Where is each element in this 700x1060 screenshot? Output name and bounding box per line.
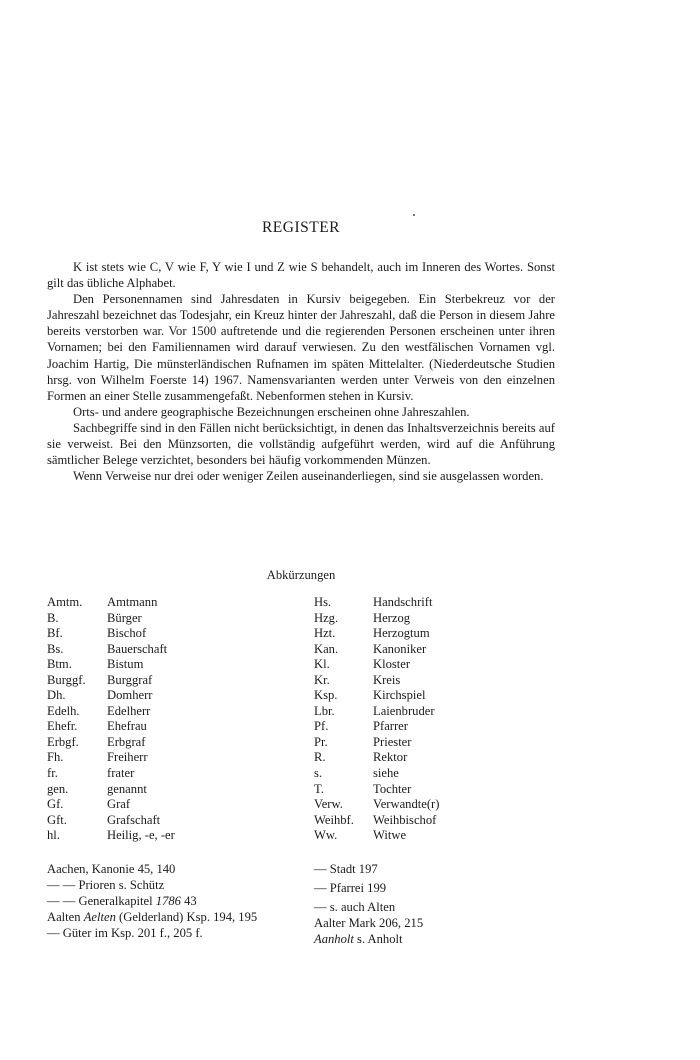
abbreviation-meaning: Erbgraf	[107, 734, 146, 749]
abbreviation-row	[47, 642, 175, 658]
abbreviation-row	[47, 611, 175, 627]
register-entry: — Pfarrei 199	[314, 881, 387, 896]
abbreviation-row	[314, 750, 439, 766]
abbreviation-row	[47, 735, 175, 751]
abbreviation-meaning: Kanoniker	[373, 641, 427, 656]
abbreviation-meaning: Heilig, -e, -er	[107, 828, 175, 843]
abbreviation-row	[47, 673, 175, 689]
abbreviation: Hzt.	[314, 626, 336, 641]
abbreviation: Erbgf.	[47, 734, 79, 749]
intro-paragraph: Orts- und andere geographische Bezeichnungen erscheinen ohne Jahreszahlen.	[73, 404, 470, 419]
register-entry: — Güter im Ksp. 201 f., 205 f.	[47, 926, 203, 941]
entry-text: (Gelderland) Ksp. 194, 195	[115, 910, 258, 925]
register-entry: — s. auch Alten	[314, 900, 396, 915]
abbreviation-row	[314, 813, 439, 829]
abbreviation: Ehefr.	[47, 719, 78, 734]
abbreviation-meaning: Laienbruder	[373, 703, 435, 718]
abbreviation-row	[314, 642, 439, 658]
abbreviation-row	[314, 828, 439, 844]
abbreviation-row	[47, 766, 175, 782]
abbreviation: Ksp.	[314, 688, 338, 703]
abbreviation: Ww.	[314, 828, 338, 843]
register-entry: Aalter Mark 206, 215	[314, 916, 424, 931]
abbreviations-heading: Abkürzungen	[266, 568, 336, 582]
abbreviation: Pf.	[314, 719, 329, 734]
abbreviation-row	[314, 797, 439, 813]
abbreviation-row	[47, 688, 175, 704]
abbreviation: Verw.	[314, 797, 343, 812]
abbreviation: Pr.	[314, 734, 328, 749]
abbreviation: Lbr.	[314, 703, 335, 718]
abbreviation-meaning: Freiherr	[107, 750, 148, 765]
entry-italic-variant: Aanholt	[314, 932, 354, 947]
abbreviation: Kr.	[314, 672, 330, 687]
entry-text: Aalten	[47, 910, 84, 925]
abbreviation-meaning: Graf	[107, 797, 131, 812]
print-speck	[413, 214, 415, 216]
abbreviation-row	[47, 719, 175, 735]
abbreviation-meaning: Handschrift	[373, 595, 433, 609]
abbreviation-meaning: Kloster	[373, 657, 411, 672]
abbreviation-meaning: Bürger	[107, 610, 142, 625]
abbreviation: fr.	[47, 766, 58, 781]
abbreviation-row	[314, 595, 439, 611]
abbreviation: Btm.	[47, 657, 72, 672]
register-entry: — Stadt 197	[314, 862, 378, 876]
register-entry	[47, 909, 289, 925]
abbreviation: Bs.	[47, 641, 64, 656]
register-entry	[47, 893, 289, 909]
abbreviation: Fh.	[47, 750, 64, 765]
abbreviation-row	[314, 626, 439, 642]
abbreviation-meaning: Kreis	[373, 672, 401, 687]
intro-paragraph: Wenn Verweise nur drei oder weniger Zeilen auseinanderliegen, sind sie ausgelassen worden.	[73, 469, 544, 484]
abbreviation-meaning: Amtmann	[107, 595, 158, 609]
abbreviation: Hs.	[314, 595, 332, 609]
abbreviation-meaning: Witwe	[373, 828, 407, 843]
abbreviation-row	[314, 782, 439, 798]
abbreviation-meaning: Verwandte(r)	[373, 797, 440, 812]
abbreviation-row	[314, 657, 439, 673]
abbreviation-meaning: Kirchspiel	[373, 688, 426, 703]
abbreviation-meaning: Rektor	[373, 750, 408, 765]
abbreviation: Weihbf.	[314, 812, 354, 827]
abbreviation-row	[47, 828, 175, 844]
intro-paragraph: Den Personennamen sind Jahresdaten in Kursiv beigegeben. Ein Sterbekreuz vor der Jahreszahl bezeichnet das Todesjahr, ein Kreuz hinter der Jahreszahl, daß die Person in diesem Jahre bereits verstorben war. Vor 1500 auftretende und die regierenden Personen erscheinen unter ihren Vornamen; bei den Familiennamen wird darauf verwiesen. Zu den westfälischen Vornamen vgl. Joachim Hartig, Die münsterländischen Rufnamen im späten Mittelalter. (Niederdeutsche Studien hrsg. von Wilhelm Foerste 14) 1967. Namensvarianten werden unter Verweis von den einzelnen Formen an einer Stelle zusammengefaßt. Nebenformen stehen in Kursiv.	[47, 292, 555, 403]
abbreviation: Kl.	[314, 657, 330, 672]
register-entry: Aachen, Kanonie 45, 140	[47, 862, 176, 876]
abbreviation-row	[47, 797, 175, 813]
abbreviation-row	[314, 766, 439, 782]
abbreviation-meaning: Bistum	[107, 657, 144, 672]
abbreviation-row	[47, 704, 175, 720]
abbreviation-meaning: Tochter	[373, 781, 412, 796]
entry-italic-variant: Aelten	[83, 910, 116, 925]
abbreviation-meaning: Edelherr	[107, 703, 151, 718]
abbreviation-meaning: Bischof	[107, 626, 147, 641]
abbreviation-meaning: Domherr	[107, 688, 153, 703]
abbreviation-row	[47, 813, 175, 829]
abbreviations-left-column	[47, 595, 175, 844]
abbreviation-row	[47, 782, 175, 798]
abbreviation-meaning: Burggraf	[107, 672, 153, 687]
register-entry	[314, 931, 555, 947]
abbreviation-row	[47, 750, 175, 766]
abbreviations-right-column	[314, 595, 439, 844]
abbreviation-row	[47, 626, 175, 642]
abbreviation: Edelh.	[47, 703, 80, 718]
abbreviation: T.	[314, 781, 324, 796]
abbreviation-row	[314, 719, 439, 735]
abbreviation: Gft.	[47, 812, 67, 827]
abbreviation: Dh.	[47, 688, 66, 703]
register-right-column	[314, 861, 555, 947]
abbreviation-meaning: Ehefrau	[107, 719, 147, 734]
abbreviation-row	[314, 735, 439, 751]
abbreviation: gen.	[47, 781, 69, 796]
register-left-column	[47, 861, 289, 941]
abbreviation: s.	[314, 766, 323, 781]
register-entry: — — Prioren s. Schütz	[47, 878, 165, 893]
abbreviation-meaning: Weihbischof	[373, 812, 437, 827]
entry-text: — — Generalkapitel	[47, 894, 156, 909]
abbreviation-row	[314, 688, 439, 704]
abbreviation-meaning: Pfarrer	[373, 719, 408, 734]
abbreviation-meaning: Grafschaft	[107, 812, 161, 827]
abbreviation-meaning: Priester	[373, 734, 412, 749]
abbreviation: Gf.	[47, 797, 64, 812]
abbreviation: Kan.	[314, 641, 339, 656]
abbreviation-row	[47, 657, 175, 673]
abbreviation-row	[314, 673, 439, 689]
intro-text	[47, 259, 555, 484]
abbreviation-row	[47, 595, 175, 611]
entry-text: 43	[180, 894, 197, 909]
abbreviation-meaning: siehe	[373, 766, 399, 781]
abbreviation: Burggf.	[47, 672, 86, 687]
abbreviation-meaning: frater	[107, 766, 135, 781]
entry-italic-year: 1786	[155, 894, 181, 909]
page-title: REGISTER	[261, 219, 341, 236]
intro-paragraph: K ist stets wie C, V wie F, Y wie I und Z wie S behandelt, auch im Inneren des Wortes. Sonst gilt das übliche Alphabet.	[47, 260, 555, 291]
abbreviation: B.	[47, 610, 59, 625]
abbreviation-meaning: Bauerschaft	[107, 641, 168, 656]
abbreviation: hl.	[47, 828, 60, 843]
abbreviation: Amtm.	[47, 595, 83, 609]
abbreviation-row	[314, 611, 439, 627]
entry-text: s. Anholt	[353, 932, 403, 947]
abbreviation: Bf.	[47, 626, 63, 641]
intro-paragraph: Sachbegriffe sind in den Fällen nicht berücksichtigt, in denen das Inhaltsverzeichnis bereits auf sie verweist. Bei den Münzsorten, die vollständig aufgeführt werden, wird auf die Anführung sämtlicher Belege verzichtet, besonders bei häufig vorkommenden Münzen.	[47, 420, 555, 468]
abbreviation-meaning: genannt	[107, 781, 147, 796]
abbreviation-meaning: Herzogtum	[373, 626, 430, 641]
abbreviation: Hzg.	[314, 610, 339, 625]
abbreviation-meaning: Herzog	[373, 610, 411, 625]
abbreviation-row	[314, 704, 439, 720]
abbreviation: R.	[314, 750, 326, 765]
